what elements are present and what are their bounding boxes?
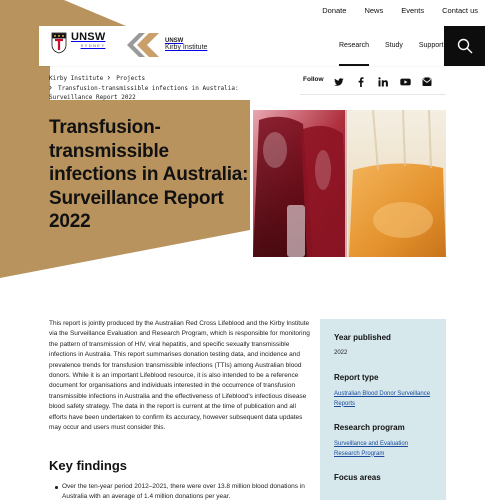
report-details-sidebar	[320, 319, 446, 500]
kirby-institute-logo[interactable]	[125, 32, 207, 58]
follow-label: Follow	[303, 75, 324, 83]
kirby-logo-line2: Kirby Institute	[165, 44, 208, 52]
breadcrumb-chevron-icon: ›	[107, 72, 111, 82]
page-title: Transfusion-transmissible infections in Australia: Surveillance Report 2022	[49, 117, 249, 232]
kirby-logo-line1: UNSW	[165, 37, 184, 44]
breadcrumb-kirby-institute[interactable]: Kirby Institute	[49, 75, 104, 82]
research-program-link[interactable]: Surveillance and Evaluation Research Program	[334, 440, 409, 457]
intro-paragraph: This report is jointly produced by the Australian Red Cross Lifeblood and the Kirby Institute via the Surveillance Evaluation and Research Program, which is responsible for monitoring the pattern of transmission of HIV, viral hepatitis, and specific sexually transmissible infections in Australia. This report summarises donation testing data, and incidence and prevalence trends for transfusion transmissible infections (TTIs) among Australian blood donors. While it is an important Lifeblood resource, it is also intended to be a reference document for organisations and individuals interested in the occurrence of transfusion transmissible infections in Australia and the effectiveness of Lifeblood's infectious disease blood safety strategy. The data in the report is current at the time of publication and all efforts have been undertaken to confirm its accuracy, however subsequent data updates may occur and users must consider this.	[49, 320, 310, 432]
key-findings-heading: Key findings	[49, 458, 128, 473]
unsw-wordmark: UNSW	[71, 31, 106, 43]
year-published-label: Year published	[334, 333, 391, 342]
nav-item-study[interactable]: Study	[384, 42, 403, 49]
nav-item-support[interactable]: Support	[418, 42, 444, 49]
hero-image-blood-bags	[253, 110, 446, 257]
youtube-icon[interactable]	[400, 74, 410, 84]
utility-link-news[interactable]: News	[364, 6, 384, 15]
breadcrumb-current-page: Transfusion-transmissible infections in Australia: Surveillance Report 2022	[49, 85, 239, 101]
focus-areas-label: Focus areas	[334, 472, 381, 482]
unsw-sub-wordmark: SYDNEY	[80, 43, 106, 48]
research-program-label: Research program	[334, 422, 405, 432]
facebook-icon[interactable]	[356, 74, 366, 84]
utility-link-contact[interactable]: Contact us	[442, 6, 478, 15]
kirby-k-mark-icon	[125, 32, 161, 58]
utility-link-donate[interactable]: Donate	[322, 6, 347, 15]
key-findings-list	[62, 482, 314, 500]
follow-social	[303, 73, 444, 85]
breadcrumb-chevron-icon: ›	[49, 82, 52, 92]
list-item: Over the ten-year period 2012–2021, there were over 13.8 million blood donations in Australia with an average of 1.4 million donations per year.	[62, 482, 314, 500]
breadcrumb	[49, 73, 239, 102]
email-icon[interactable]	[422, 74, 432, 84]
unsw-crest-icon	[51, 32, 67, 54]
nav-item-research[interactable]: Research	[339, 26, 369, 66]
twitter-icon[interactable]	[334, 74, 344, 84]
linkedin-icon[interactable]	[378, 74, 388, 84]
breadcrumb-projects[interactable]: Projects	[116, 75, 146, 82]
unsw-logo[interactable]	[51, 32, 105, 54]
follow-divider	[300, 94, 446, 95]
utility-nav	[322, 6, 478, 20]
report-type-link[interactable]: Australian Blood Donor Surveillance Reports	[334, 390, 431, 407]
year-published-value: 2022	[334, 350, 348, 356]
report-type-label: Report type	[334, 372, 379, 382]
utility-link-events[interactable]: Events	[401, 6, 425, 15]
search-button[interactable]	[444, 26, 485, 66]
search-icon	[457, 38, 473, 54]
site-header	[39, 26, 485, 66]
